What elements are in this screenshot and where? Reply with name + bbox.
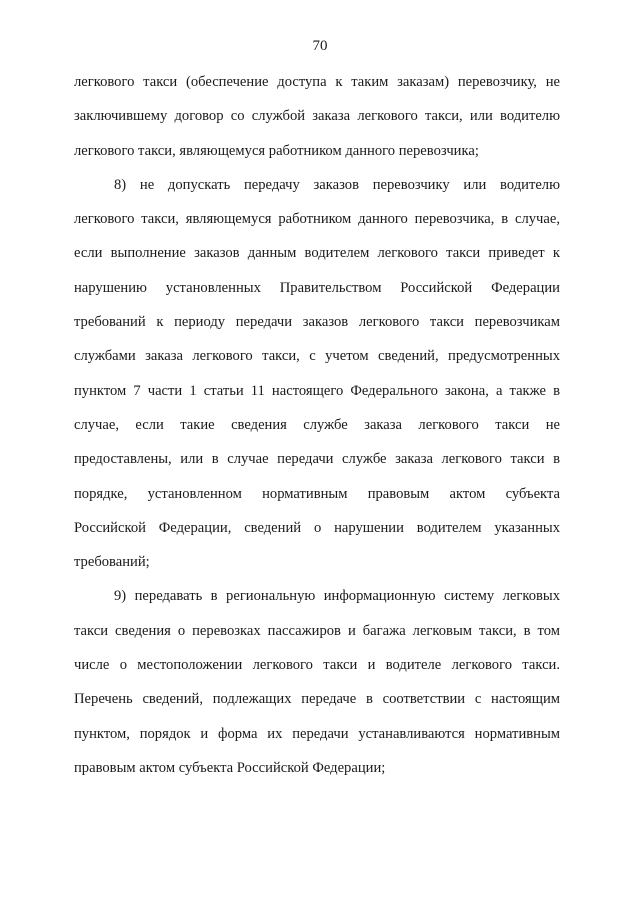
text-line: требований к периоду передачи заказов легкового такси перевозчикам xyxy=(74,314,560,331)
text-line: Перечень сведений, подлежащих передаче в соответствии с настоящим xyxy=(74,691,560,708)
text-line: 9) передавать в региональную информационную систему легковых xyxy=(114,588,560,605)
text-line: если выполнение заказов данным водителем легкового такси приведет к xyxy=(74,245,560,262)
page-number: 70 xyxy=(312,38,328,54)
text-line: службами заказа легкового такси, с учетом сведений, предусмотренных xyxy=(74,348,560,365)
text-line: Российской Федерации, сведений о нарушении водителем указанных xyxy=(74,519,560,536)
text-line: случае, если такие сведения службе заказа легкового такси не xyxy=(74,416,560,433)
text-line: порядке, установленном нормативным правовым актом субъекта xyxy=(74,485,560,502)
text-line: легкового такси (обеспечение доступа к таким заказам) перевозчику, не xyxy=(74,74,560,90)
paragraph-1 xyxy=(74,65,560,168)
text-line: правовым актом субъекта Российской Федерации; xyxy=(74,759,386,776)
text-line: легкового такси, являющемуся работником данного перевозчика; xyxy=(74,142,479,159)
text-line: заключившему договор со службой заказа легкового такси, или водителю xyxy=(74,108,560,125)
paragraph-3 xyxy=(74,579,560,785)
text-line: требований; xyxy=(74,554,150,571)
text-line: легкового такси, являющемуся работником данного перевозчика, в случае, xyxy=(74,211,560,228)
text-line: числе о местоположении легкового такси и водителе легкового такси. xyxy=(74,657,560,674)
text-line: предоставлены, или в случае передачи службе заказа легкового такси в xyxy=(74,451,560,468)
paragraph-2 xyxy=(74,168,560,580)
text-line: пунктом 7 части 1 статьи 11 настоящего Федерального закона, а также в xyxy=(74,382,560,399)
text-line: пунктом, порядок и форма их передачи устанавливаются нормативным xyxy=(74,725,560,742)
text-line: такси сведения о перевозках пассажиров и багажа легковым такси, в том xyxy=(74,622,560,639)
document-body xyxy=(74,65,560,785)
text-line: нарушению установленных Правительством Российской Федерации xyxy=(74,279,560,296)
text-line: 8) не допускать передачу заказов перевозчику или водителю xyxy=(114,176,560,193)
